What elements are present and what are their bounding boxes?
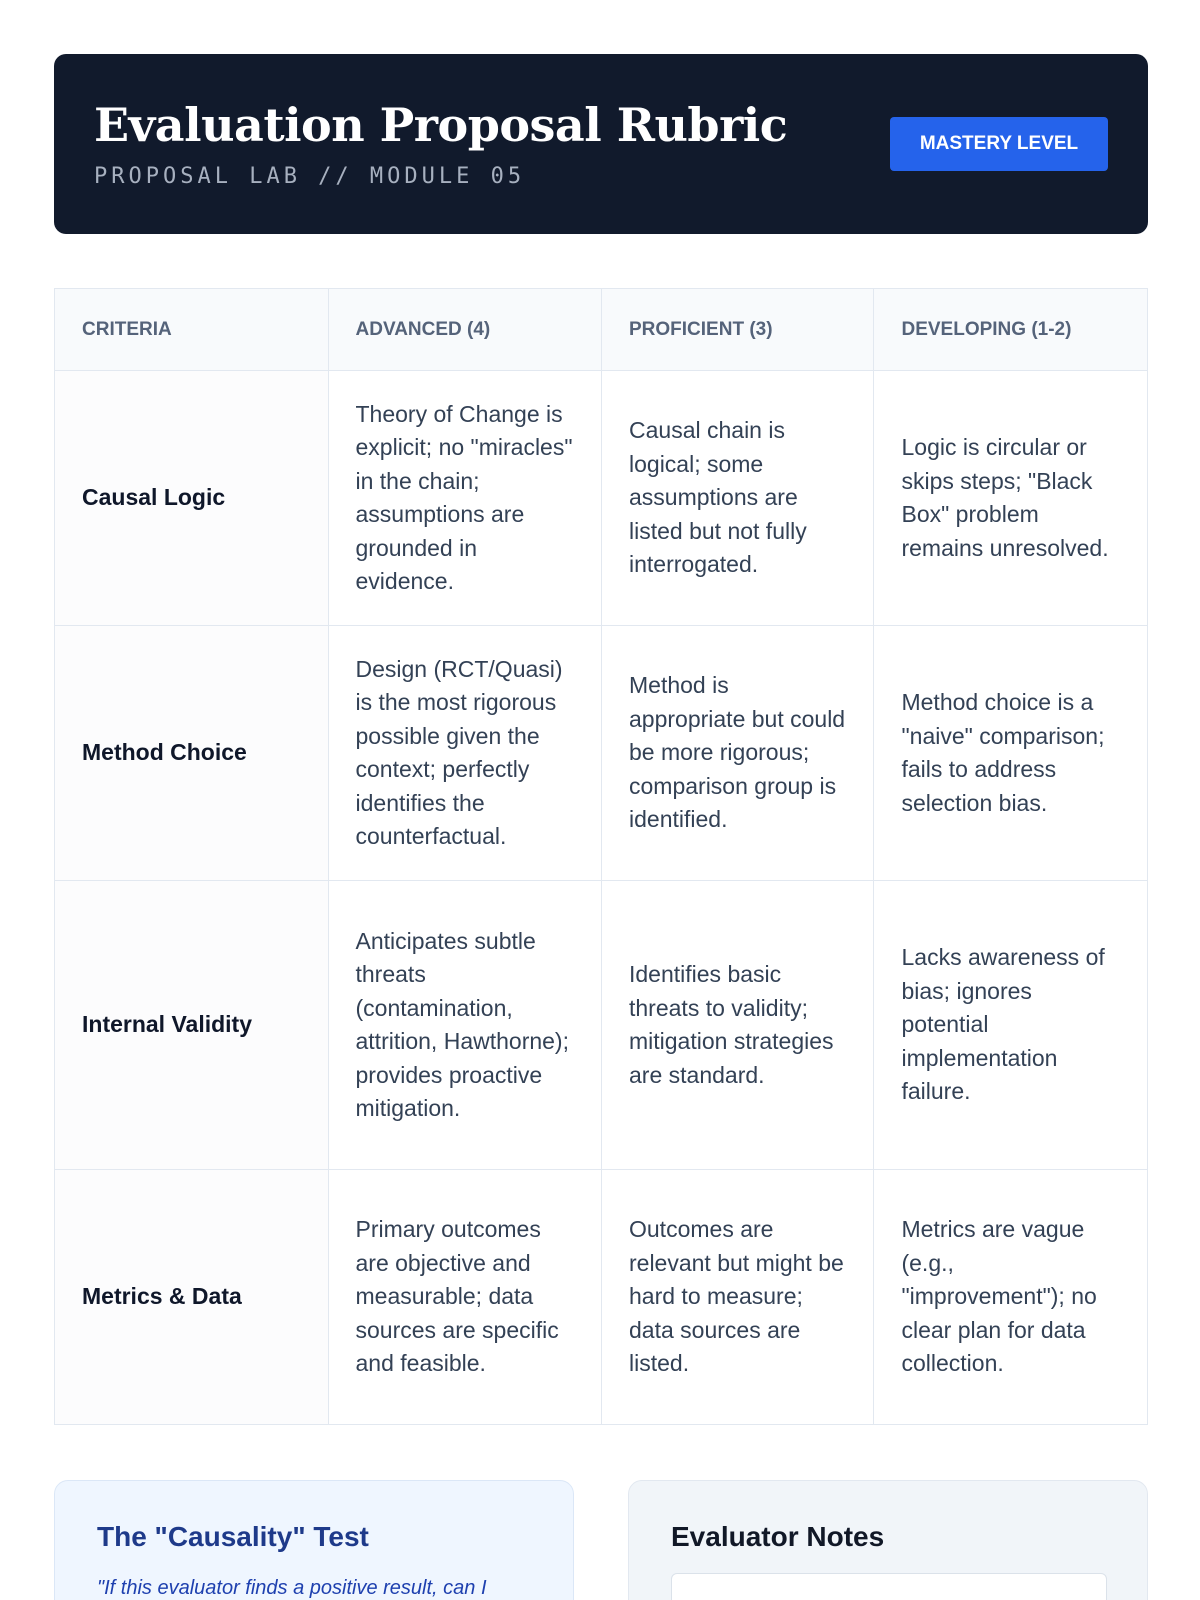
mastery-level-badge[interactable]: MASTERY LEVEL: [890, 117, 1108, 171]
rubric-table: [54, 288, 1148, 1425]
proficient-cell: Outcomes are relevant but might be hard to measure; data sources are listed.: [602, 1170, 874, 1425]
developing-cell: Metrics are vague (e.g., "improvement"); no clear plan for data collection.: [874, 1170, 1148, 1425]
criterion-cell: Causal Logic: [55, 371, 329, 626]
criterion-cell: Internal Validity: [55, 881, 329, 1170]
proficient-cell: Method is appropriate but could be more rigorous; comparison group is identified.: [602, 626, 874, 881]
table-row: [55, 1170, 1148, 1425]
table-row: [55, 881, 1148, 1170]
evaluator-notes-title: Evaluator Notes: [671, 1521, 885, 1552]
evaluator-notes-input[interactable]: [671, 1573, 1107, 1600]
table-header-row: [55, 289, 1148, 371]
page-header: [54, 54, 1148, 234]
developing-cell: Method choice is a "naive" comparison; fails to address selection bias.: [874, 626, 1148, 881]
column-header-advanced: ADVANCED (4): [328, 289, 602, 371]
causality-test-card: [54, 1480, 574, 1600]
column-header-developing: DEVELOPING (1-2): [874, 289, 1148, 371]
page-title: Evaluation Proposal Rubric: [94, 98, 788, 152]
advanced-cell: Design (RCT/Quasi) is the most rigorous possible given the context; perfectly identifies the counterfactual.: [328, 626, 602, 881]
advanced-cell: Theory of Change is explicit; no "miracles" in the chain; assumptions are grounded in evidence.: [328, 371, 602, 626]
causality-test-quote: "If this evaluator finds a positive result, can I: [97, 1577, 487, 1599]
causality-test-title: The "Causality" Test: [97, 1521, 369, 1552]
proficient-cell: Identifies basic threats to validity; mitigation strategies are standard.: [602, 881, 874, 1170]
proficient-cell: Causal chain is logical; some assumptions are listed but not fully interrogated.: [602, 371, 874, 626]
developing-cell: Logic is circular or skips steps; "Black Box" problem remains unresolved.: [874, 371, 1148, 626]
column-header-proficient: PROFICIENT (3): [602, 289, 874, 371]
table-row: [55, 371, 1148, 626]
criterion-cell: Metrics & Data: [55, 1170, 329, 1425]
column-header-criteria: CRITERIA: [55, 289, 329, 371]
criterion-cell: Method Choice: [55, 626, 329, 881]
advanced-cell: Anticipates subtle threats (contamination, attrition, Hawthorne); provides proactive mitigation.: [328, 881, 602, 1170]
developing-cell: Lacks awareness of bias; ignores potential implementation failure.: [874, 881, 1148, 1170]
page-subtitle: PROPOSAL LAB // MODULE 05: [94, 164, 526, 189]
table-row: [55, 626, 1148, 881]
evaluator-notes-card: [628, 1480, 1148, 1600]
advanced-cell: Primary outcomes are objective and measurable; data sources are specific and feasible.: [328, 1170, 602, 1425]
